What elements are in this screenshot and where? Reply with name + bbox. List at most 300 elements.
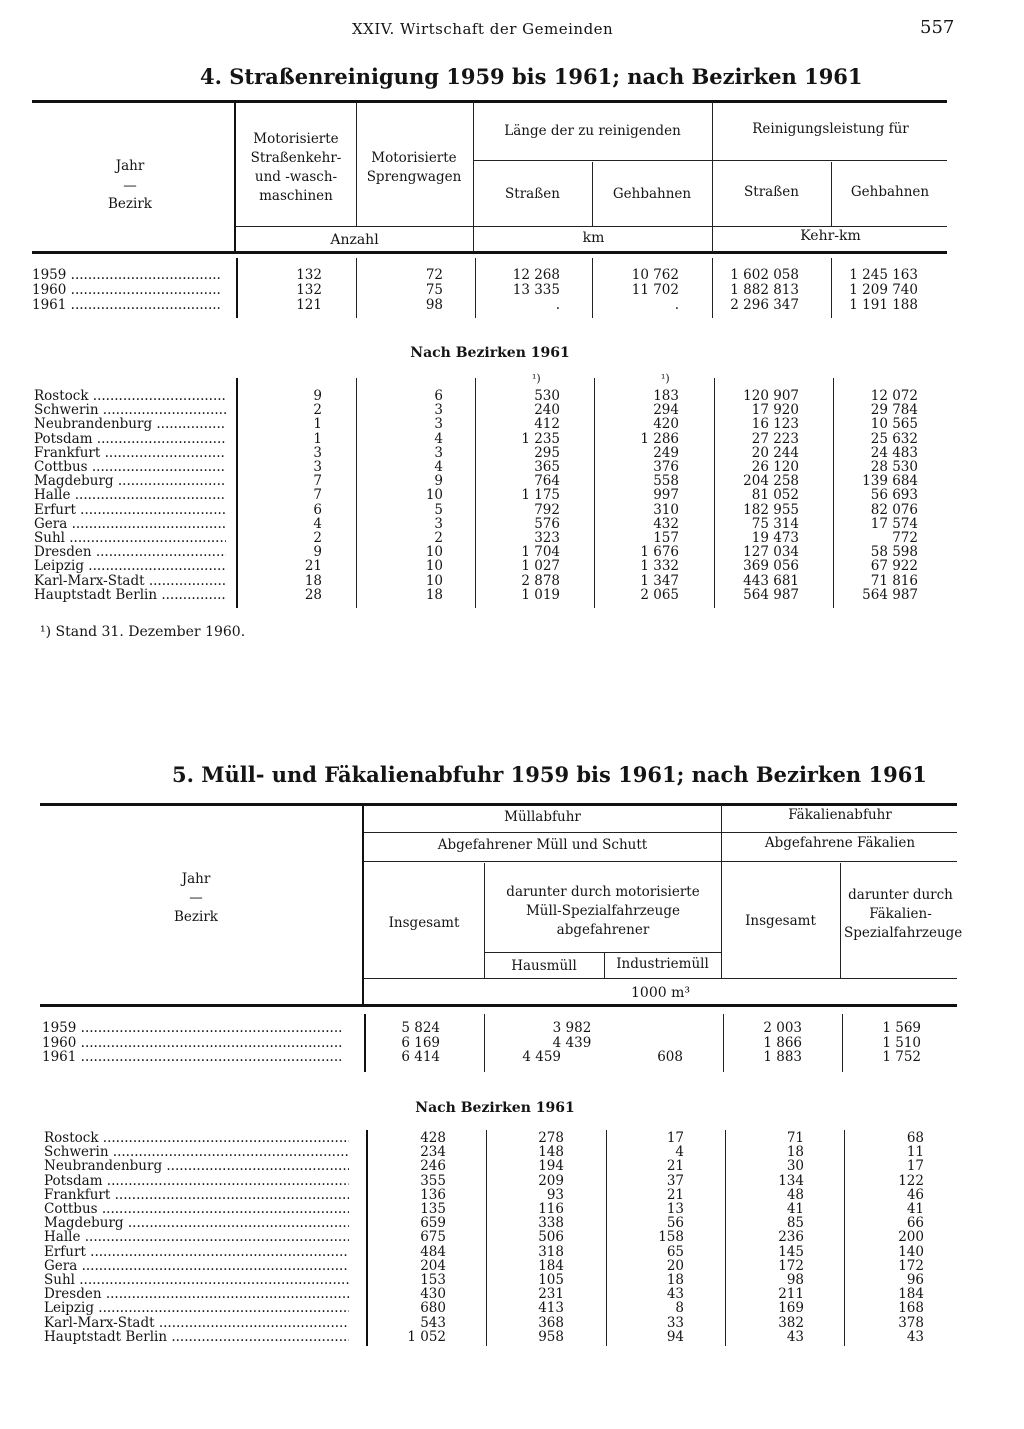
table-cell: 6 169 bbox=[401, 1034, 440, 1051]
table-cell: 56 693 bbox=[870, 487, 918, 504]
table-cell: 24 483 bbox=[870, 444, 918, 461]
table-cell: 659 bbox=[420, 1215, 446, 1232]
table-cell: 484 bbox=[420, 1243, 446, 1260]
t4-unit-km: km bbox=[582, 230, 605, 246]
table-row bbox=[44, 1216, 1004, 1231]
table-cell: 6 414 bbox=[401, 1049, 440, 1065]
table-cell: 18 bbox=[304, 572, 322, 589]
table-cell: 122 bbox=[898, 1172, 924, 1189]
table-cell: 376 bbox=[653, 459, 679, 475]
table-row bbox=[34, 488, 994, 503]
table-row bbox=[34, 574, 994, 589]
table-row bbox=[44, 1159, 1004, 1174]
row-label: Gera ..... bbox=[34, 517, 226, 532]
t4-footnote: ¹) Stand 31. Dezember 1960. bbox=[40, 624, 246, 640]
table-row bbox=[34, 517, 994, 532]
table-cell: 10 bbox=[425, 544, 443, 561]
table-row bbox=[32, 268, 992, 283]
table-cell: . bbox=[555, 297, 560, 313]
table-cell: 4 bbox=[313, 515, 322, 532]
table-cell: 200 bbox=[898, 1229, 924, 1246]
table-cell: 116 bbox=[538, 1201, 564, 1217]
t5-col-hausmuell: Hausmüll bbox=[511, 958, 577, 974]
table-cell: 1 245 163 bbox=[849, 267, 918, 283]
table-cell: 75 bbox=[425, 282, 443, 298]
table-cell: 240 bbox=[534, 402, 560, 419]
running-header: XXIV. Wirtschaft der Gemeinden bbox=[352, 20, 614, 38]
table-cell: 153 bbox=[420, 1272, 446, 1288]
table-cell: 7 bbox=[313, 473, 322, 490]
t5-group-muell: Müllabfuhr bbox=[504, 809, 581, 825]
table-cell: 1 027 bbox=[521, 558, 560, 575]
row-label: Leipzig ..... bbox=[34, 559, 226, 574]
table4-title: 4. Straßenreinigung 1959 bis 1961; nach Bezirken 1961 bbox=[200, 64, 863, 89]
table-cell: 310 bbox=[653, 501, 679, 518]
table-row bbox=[44, 1131, 1004, 1146]
table-cell: 140 bbox=[898, 1243, 924, 1260]
table-cell: 2 065 bbox=[640, 586, 679, 603]
table-row bbox=[32, 283, 992, 298]
row-label: Rostock ..... bbox=[44, 1131, 349, 1146]
table-cell: 2 296 347 bbox=[730, 297, 799, 313]
table-cell: 17 bbox=[906, 1158, 924, 1175]
table-row bbox=[42, 1050, 1002, 1065]
table-cell: 43 bbox=[786, 1328, 804, 1345]
row-label: Neubrandenburg ..... bbox=[44, 1159, 349, 1174]
row-label: Magdeburg ..... bbox=[44, 1216, 349, 1231]
table-row bbox=[34, 446, 994, 461]
table-row bbox=[44, 1301, 1004, 1316]
table-cell: 3 bbox=[434, 402, 443, 419]
table-row bbox=[44, 1273, 1004, 1288]
table-cell: 2 bbox=[313, 402, 322, 419]
table-cell: 204 bbox=[420, 1257, 446, 1274]
table-cell: 184 bbox=[538, 1257, 564, 1274]
table-cell: 120 907 bbox=[743, 388, 799, 404]
table-cell: 211 bbox=[778, 1286, 804, 1303]
table-cell: 136 bbox=[420, 1186, 446, 1203]
t4-footnote-mark-strassen: ¹) bbox=[532, 372, 541, 385]
table-cell: 46 bbox=[906, 1186, 924, 1203]
table-cell: 355 bbox=[420, 1172, 446, 1189]
t5-sub-muell: Abgefahrener Müll und Schutt bbox=[437, 837, 648, 853]
row-label: Schwerin ..... bbox=[44, 1145, 349, 1160]
table-row bbox=[34, 531, 994, 546]
table-cell: 1 866 bbox=[763, 1034, 802, 1051]
table-cell: 1 883 bbox=[763, 1049, 802, 1065]
t4-footnote-mark-gehbahnen: ¹) bbox=[661, 372, 670, 385]
table-cell: 172 bbox=[778, 1257, 804, 1274]
table-cell: 368 bbox=[538, 1314, 564, 1331]
table-cell: 792 bbox=[534, 501, 560, 518]
table-cell: 27 223 bbox=[751, 430, 799, 447]
table-cell: 17 920 bbox=[751, 402, 799, 419]
table-cell: 1 510 bbox=[882, 1034, 921, 1051]
table-row bbox=[44, 1316, 1004, 1331]
table-cell: 3 bbox=[434, 515, 443, 532]
table-cell: 96 bbox=[906, 1272, 924, 1288]
row-label: Dresden ..... bbox=[34, 545, 226, 560]
table-cell: 412 bbox=[534, 416, 560, 433]
table-cell: 3 bbox=[313, 444, 322, 461]
t5-group-faekal: Fäkalienabfuhr bbox=[788, 807, 892, 823]
table-row bbox=[44, 1259, 1004, 1274]
table-cell: 65 bbox=[666, 1243, 684, 1260]
table-cell: 135 bbox=[420, 1201, 446, 1217]
row-label: Potsdam ..... bbox=[34, 432, 226, 447]
table-cell: 12 268 bbox=[512, 267, 560, 283]
table-cell: 28 bbox=[304, 586, 322, 603]
table-cell: 66 bbox=[906, 1215, 924, 1232]
row-label: 1960 ..... bbox=[32, 283, 222, 298]
row-label: Hauptstadt Berlin ..... bbox=[44, 1330, 349, 1345]
table-cell: 11 bbox=[906, 1144, 924, 1161]
table-cell: 675 bbox=[420, 1229, 446, 1246]
table-row bbox=[44, 1287, 1004, 1302]
table-cell: 145 bbox=[778, 1243, 804, 1260]
table-row bbox=[44, 1230, 1004, 1245]
table-cell: 94 bbox=[666, 1328, 684, 1345]
table-row bbox=[32, 298, 992, 313]
table-cell: 157 bbox=[653, 530, 679, 546]
row-label: Cottbus ..... bbox=[44, 1202, 349, 1217]
table-cell: 958 bbox=[538, 1328, 564, 1345]
table-row bbox=[44, 1202, 1004, 1217]
t4-col-motor-spreng: Motorisierte Sprengwagen bbox=[366, 150, 462, 185]
table-cell: 1 676 bbox=[640, 544, 679, 561]
page-number: 557 bbox=[920, 17, 955, 38]
table-cell: 3 bbox=[434, 416, 443, 433]
table-cell: 10 bbox=[425, 572, 443, 589]
table-cell: 1 882 813 bbox=[730, 282, 799, 298]
t5-col-darunter-faekal: darunter durch Fäkalien- Spezialfahrzeuge bbox=[844, 887, 963, 941]
table-row bbox=[34, 389, 994, 404]
t5-col-insgesamt-muell: Insgesamt bbox=[388, 915, 460, 931]
table-cell: 21 bbox=[304, 558, 322, 575]
row-label: 1959 ..... bbox=[32, 268, 222, 283]
table-cell: 9 bbox=[313, 544, 322, 561]
row-label: Frankfurt ..... bbox=[44, 1188, 349, 1203]
table-cell: 1 bbox=[313, 416, 322, 433]
table-cell: 5 824 bbox=[401, 1020, 440, 1036]
table-cell: 428 bbox=[420, 1130, 446, 1146]
table-cell: 3 bbox=[434, 444, 443, 461]
row-label: Magdeburg ..... bbox=[34, 474, 226, 489]
table-cell: 29 784 bbox=[870, 402, 918, 419]
table-cell: 58 598 bbox=[870, 544, 918, 561]
table-cell: 369 056 bbox=[743, 558, 799, 575]
table-cell: 432 bbox=[653, 515, 679, 532]
row-label: Neubrandenburg ..... bbox=[34, 417, 226, 432]
table-cell: 564 987 bbox=[743, 586, 799, 603]
t4-group-leistung: Reinigungsleistung für bbox=[752, 121, 909, 137]
table-cell: 443 681 bbox=[743, 572, 799, 589]
table-row bbox=[34, 417, 994, 432]
table-cell: 18 bbox=[786, 1144, 804, 1161]
table-cell: . bbox=[674, 297, 679, 313]
table-cell: 323 bbox=[534, 530, 560, 546]
t5-stub-dash: — bbox=[189, 890, 203, 906]
t4-stub-dash: — bbox=[123, 178, 137, 194]
table-row bbox=[34, 432, 994, 447]
table-cell: 1 602 058 bbox=[730, 267, 799, 283]
table-cell: 183 bbox=[653, 388, 679, 404]
row-label: Suhl ..... bbox=[34, 531, 226, 546]
table-cell: 81 052 bbox=[751, 487, 799, 504]
table-cell: 295 bbox=[534, 444, 560, 461]
row-label: Hauptstadt Berlin ..... bbox=[34, 588, 226, 603]
table-cell: 127 034 bbox=[743, 544, 799, 561]
table-cell: 2 003 bbox=[763, 1020, 802, 1036]
table-cell: 10 bbox=[425, 558, 443, 575]
table-cell: 1 332 bbox=[640, 558, 679, 575]
table-cell: 93 bbox=[546, 1186, 564, 1203]
table-cell: 98 bbox=[786, 1272, 804, 1288]
table-row bbox=[42, 1021, 1002, 1036]
table-cell: 1 019 bbox=[521, 586, 560, 603]
table-cell: 158 bbox=[658, 1229, 684, 1246]
table-cell: 382 bbox=[778, 1314, 804, 1331]
row-label: 1960 ..... bbox=[42, 1036, 342, 1051]
table-cell: 41 bbox=[786, 1201, 804, 1217]
table-cell: 1 175 bbox=[521, 487, 560, 504]
table-cell: 564 987 bbox=[862, 586, 918, 603]
table-cell: 236 bbox=[778, 1229, 804, 1246]
table-cell: 43 bbox=[906, 1328, 924, 1345]
table-cell: 234 bbox=[420, 1144, 446, 1161]
table-cell: 105 bbox=[538, 1272, 564, 1288]
t5-sub-faekal: Abgefahrene Fäkalien bbox=[764, 835, 916, 851]
t4-unit-kehrkm: Kehr-km bbox=[800, 228, 861, 244]
table-cell: 204 258 bbox=[743, 473, 799, 490]
table-cell: 85 bbox=[786, 1215, 804, 1232]
table-cell: 13 335 bbox=[512, 282, 560, 298]
row-label: Halle ..... bbox=[34, 488, 226, 503]
table-cell: 30 bbox=[786, 1158, 804, 1175]
table-cell: 530 bbox=[534, 388, 560, 404]
table-cell: 8 bbox=[675, 1300, 684, 1317]
table-cell: 378 bbox=[898, 1314, 924, 1331]
table-cell: 67 922 bbox=[870, 558, 918, 575]
table-cell: 3 bbox=[313, 459, 322, 475]
table-cell: 430 bbox=[420, 1286, 446, 1303]
table-cell: 1 347 bbox=[640, 572, 679, 589]
t5-unit: 1000 m³ bbox=[631, 985, 690, 1001]
t5-col-insgesamt-faekal: Insgesamt bbox=[745, 913, 816, 929]
table-cell: 82 076 bbox=[870, 501, 918, 518]
table-cell: 1 704 bbox=[521, 544, 560, 561]
table-cell: 71 bbox=[786, 1130, 804, 1146]
t5-stub-jahr: Jahr bbox=[181, 871, 211, 887]
t4-section-label: Nach Bezirken 1961 bbox=[410, 345, 570, 361]
table-cell: 576 bbox=[534, 515, 560, 532]
table-cell: 20 bbox=[666, 1257, 684, 1274]
table-cell: 19 473 bbox=[751, 530, 799, 546]
table-cell: 11 702 bbox=[631, 282, 679, 298]
row-label: 1961 ..... bbox=[42, 1050, 342, 1065]
table-cell: 26 120 bbox=[751, 459, 799, 475]
table-cell: 246 bbox=[420, 1158, 446, 1175]
row-label: Karl-Marx-Stadt ..... bbox=[34, 574, 226, 589]
table-cell: 4 439 bbox=[552, 1034, 592, 1051]
table-cell: 21 bbox=[666, 1186, 684, 1203]
table-cell: 1 752 bbox=[882, 1049, 921, 1065]
row-label: Schwerin ..... bbox=[34, 403, 226, 418]
table-cell: 13 bbox=[666, 1201, 684, 1217]
table-cell: 4 bbox=[434, 459, 443, 475]
table-cell: 20 244 bbox=[751, 444, 799, 461]
table-row bbox=[44, 1330, 1004, 1345]
table-cell: 18 bbox=[425, 586, 443, 603]
t4-group-laenge: Länge der zu reinigenden bbox=[504, 123, 681, 139]
table-cell: 12 072 bbox=[870, 388, 918, 404]
table-cell: 98 bbox=[425, 297, 443, 313]
table-cell: 10 565 bbox=[870, 416, 918, 433]
row-label: Erfurt ..... bbox=[34, 503, 226, 518]
table-cell: 1 191 188 bbox=[849, 297, 918, 313]
table-cell: 25 632 bbox=[870, 430, 918, 447]
t4-col-gehbahnen-km: Gehbahnen bbox=[612, 186, 692, 202]
t5-stub-bezirk: Bezirk bbox=[174, 909, 218, 925]
table-cell: 71 816 bbox=[870, 572, 918, 589]
t5-col-industriemuell: Industriemüll bbox=[616, 956, 709, 972]
table-cell: 169 bbox=[778, 1300, 804, 1317]
table-cell: 1 569 bbox=[882, 1020, 921, 1036]
table-cell: 5 bbox=[434, 501, 443, 518]
table-cell: 21 bbox=[666, 1158, 684, 1175]
row-label: Potsdam ..... bbox=[44, 1174, 349, 1189]
table-cell: 6 bbox=[434, 388, 443, 404]
table-cell: 139 684 bbox=[862, 473, 918, 490]
table-cell: 182 955 bbox=[743, 501, 799, 518]
table-row bbox=[34, 460, 994, 475]
table-cell: 9 bbox=[313, 388, 322, 404]
table-cell: 318 bbox=[538, 1243, 564, 1260]
table-cell: 134 bbox=[778, 1172, 804, 1189]
table-cell: 764 bbox=[534, 473, 560, 490]
table-cell: 37 bbox=[666, 1172, 684, 1189]
table-cell: 365 bbox=[534, 459, 560, 475]
table-cell: 1 286 bbox=[640, 430, 679, 447]
table-cell: 680 bbox=[420, 1300, 446, 1317]
table-cell: 16 123 bbox=[751, 416, 799, 433]
table-cell: 132 bbox=[296, 282, 322, 298]
table-cell: 2 bbox=[434, 530, 443, 546]
table-row bbox=[34, 559, 994, 574]
t4-col-gehbahnen-kehr: Gehbahnen bbox=[850, 184, 930, 200]
table-row bbox=[44, 1145, 1004, 1160]
row-label: Karl-Marx-Stadt ..... bbox=[44, 1316, 349, 1331]
table-cell: 17 574 bbox=[870, 515, 918, 532]
row-label: Gera ..... bbox=[44, 1259, 349, 1274]
table-cell: 249 bbox=[653, 444, 679, 461]
t4-unit-anzahl: Anzahl bbox=[330, 232, 379, 248]
table-cell: 56 bbox=[666, 1215, 684, 1232]
table-cell: 10 bbox=[425, 487, 443, 504]
row-label: Suhl ..... bbox=[44, 1273, 349, 1288]
table-cell: 2 bbox=[313, 530, 322, 546]
table-cell: 294 bbox=[653, 402, 679, 419]
table-row bbox=[44, 1174, 1004, 1189]
table-cell: 558 bbox=[653, 473, 679, 490]
row-label: Cottbus ..... bbox=[34, 460, 226, 475]
table-cell: 33 bbox=[666, 1314, 684, 1331]
table-cell: 4 bbox=[434, 430, 443, 447]
table-cell: 1 bbox=[313, 430, 322, 447]
table-cell: 68 bbox=[906, 1130, 924, 1146]
row-label: 1961 ..... bbox=[32, 298, 222, 313]
table-cell: 2 878 bbox=[521, 572, 560, 589]
table-cell: 41 bbox=[906, 1201, 924, 1217]
table-cell: 997 bbox=[653, 487, 679, 504]
table-row bbox=[44, 1245, 1004, 1260]
table-cell: 72 bbox=[425, 267, 443, 283]
table-cell: 9 bbox=[434, 473, 443, 490]
table-row bbox=[34, 474, 994, 489]
table-cell: 772 bbox=[892, 530, 918, 546]
table-cell: 43 bbox=[666, 1286, 684, 1303]
t5-section-label: Nach Bezirken 1961 bbox=[415, 1100, 575, 1116]
table-cell: 543 bbox=[420, 1314, 446, 1331]
table-cell: 278 bbox=[538, 1130, 564, 1146]
row-label: 1959 ..... bbox=[42, 1021, 342, 1036]
table-cell: 420 bbox=[653, 416, 679, 433]
table-cell: 184 bbox=[898, 1286, 924, 1303]
row-label: Dresden ..... bbox=[44, 1287, 349, 1302]
table-row bbox=[34, 403, 994, 418]
table-row bbox=[34, 545, 994, 560]
table-cell: 3 982 bbox=[552, 1020, 592, 1036]
table-cell: 7 bbox=[313, 487, 322, 504]
t4-col-motor-kehr: Motorisierte Straßenkehr- und -wasch- maschinen bbox=[250, 131, 342, 204]
row-label: Halle ..... bbox=[44, 1230, 349, 1245]
t4-stub-bezirk: Bezirk bbox=[108, 196, 152, 212]
table-cell: 17 bbox=[666, 1130, 684, 1146]
table-cell: 172 bbox=[898, 1257, 924, 1274]
table-cell: 6 bbox=[313, 501, 322, 518]
table-cell: 75 314 bbox=[751, 515, 799, 532]
table-cell: 209 bbox=[538, 1172, 564, 1189]
table5-title: 5. Müll- und Fäkalienabfuhr 1959 bis 1961; nach Bezirken 1961 bbox=[172, 762, 927, 787]
table-cell: 10 762 bbox=[631, 267, 679, 283]
table-cell: 168 bbox=[898, 1300, 924, 1317]
table-cell: 48 bbox=[786, 1186, 804, 1203]
table-row bbox=[44, 1188, 1004, 1203]
table-cell: 4 459 bbox=[522, 1049, 561, 1065]
row-label: Rostock ..... bbox=[34, 389, 226, 404]
table-cell: 148 bbox=[538, 1144, 564, 1161]
row-label: Erfurt ..... bbox=[44, 1245, 349, 1260]
table-cell: 413 bbox=[538, 1300, 564, 1317]
table-cell: 18 bbox=[666, 1272, 684, 1288]
t4-stub-jahr: Jahr bbox=[115, 158, 145, 174]
row-label: Leipzig ..... bbox=[44, 1301, 349, 1316]
table-cell: 338 bbox=[538, 1215, 564, 1232]
t4-col-strassen-km: Straßen bbox=[505, 186, 560, 202]
t4-col-strassen-kehr: Straßen bbox=[744, 184, 799, 200]
table-cell: 231 bbox=[538, 1286, 564, 1303]
table-cell: 1 052 bbox=[407, 1328, 446, 1345]
table-cell: 4 bbox=[675, 1144, 684, 1161]
table-cell: 194 bbox=[538, 1158, 564, 1175]
table-cell: 28 530 bbox=[870, 459, 918, 475]
table-cell: 132 bbox=[296, 267, 322, 283]
row-label: Frankfurt ..... bbox=[34, 446, 226, 461]
t5-col-darunter-muell: darunter durch motorisierte Müll-Spezialfahrzeuge abgefahrener bbox=[506, 884, 700, 938]
table-cell: 121 bbox=[296, 297, 322, 313]
table-cell: 506 bbox=[538, 1229, 564, 1246]
table-row bbox=[34, 588, 994, 603]
